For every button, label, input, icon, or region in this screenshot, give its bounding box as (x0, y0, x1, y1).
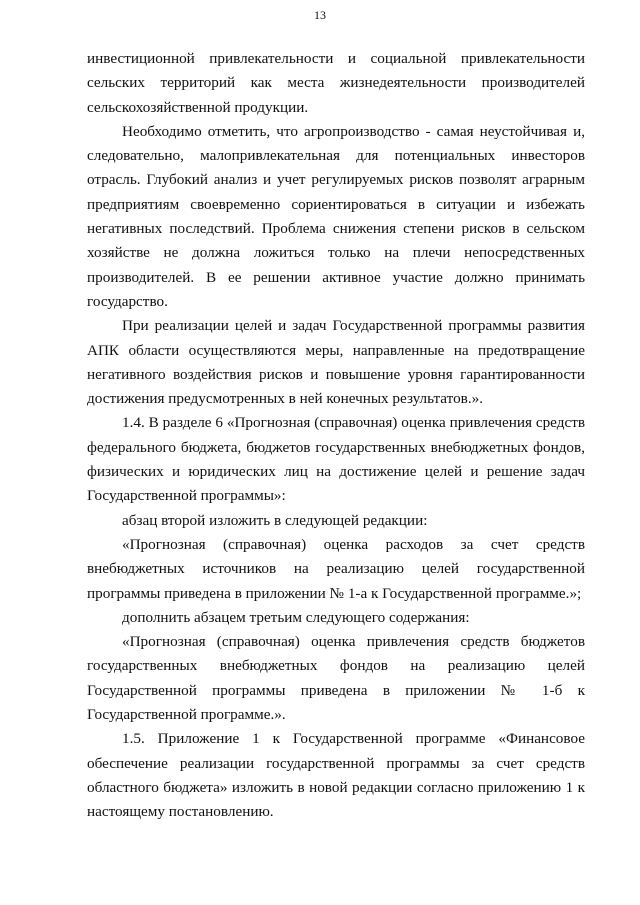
paragraph-quote-1b: «Прогнозная (справочная) оценка привлечения средств бюджетов государственных внебюджетных фондов на реализацию целей Государственной программы приведена в приложении № 1-б к Государственной программе.». (87, 633, 585, 724)
paragraph-second-abzats: абзац второй изложить в следующей редакции: (122, 511, 428, 529)
paragraph-item-1-4: 1.4. В разделе 6 «Прогнозная (справочная) оценка привлечения средств федерального бюджета, бюджетов государственных внебюджетных фондов, физических и юридических лиц на достижение целей и решение задач Государственной программы»: (87, 414, 585, 505)
document-body (87, 47, 585, 825)
paragraph-program-measures: При реализации целей и задач Государственной программы развития АПК области осуществляются меры, направленные на предотвращение негативного воздействия рисков и повышение уровня гарантированности достижения предусмотренных в ней конечных результатов.». (87, 317, 585, 408)
paragraph-continuation: инвестиционной привлекательности и социальной привлекательности сельских территорий как места жизнедеятельности производителей сельскохозяйственной продукции. (87, 50, 585, 116)
paragraph-item-1-5: 1.5. Приложение 1 к Государственной программе «Финансовое обеспечение реализации государственной программы за счет средств областного бюджета» изложить в новой редакции согласно приложению 1 к настоящему постановлению. (87, 730, 585, 821)
paragraph-quote-1a: «Прогнозная (справочная) оценка расходов за счет средств внебюджетных источников на реализацию целей государственной программы приведена в приложении № 1-а к Государственной программе.»; (87, 535, 585, 602)
page-number: 13 (314, 8, 326, 22)
paragraph-risk-analysis: Необходимо отметить, что агропроизводство - самая неустойчивая и, следовательно, малопривлекательная для потенциальных инвесторов отрасль. Глубокий анализ и учет регулируемых рисков позволят аграрным предприятиям своевременно сориентироваться в ситуации и избежать негативных последствий. Проблема снижения степени рисков в сельском хозяйстве не должна ложиться только на плечи непосредственных производителей. В ее решении активное участие должно принимать государство. (87, 122, 585, 310)
paragraph-third-abzats: дополнить абзацем третьим следующего содержания: (122, 608, 470, 626)
